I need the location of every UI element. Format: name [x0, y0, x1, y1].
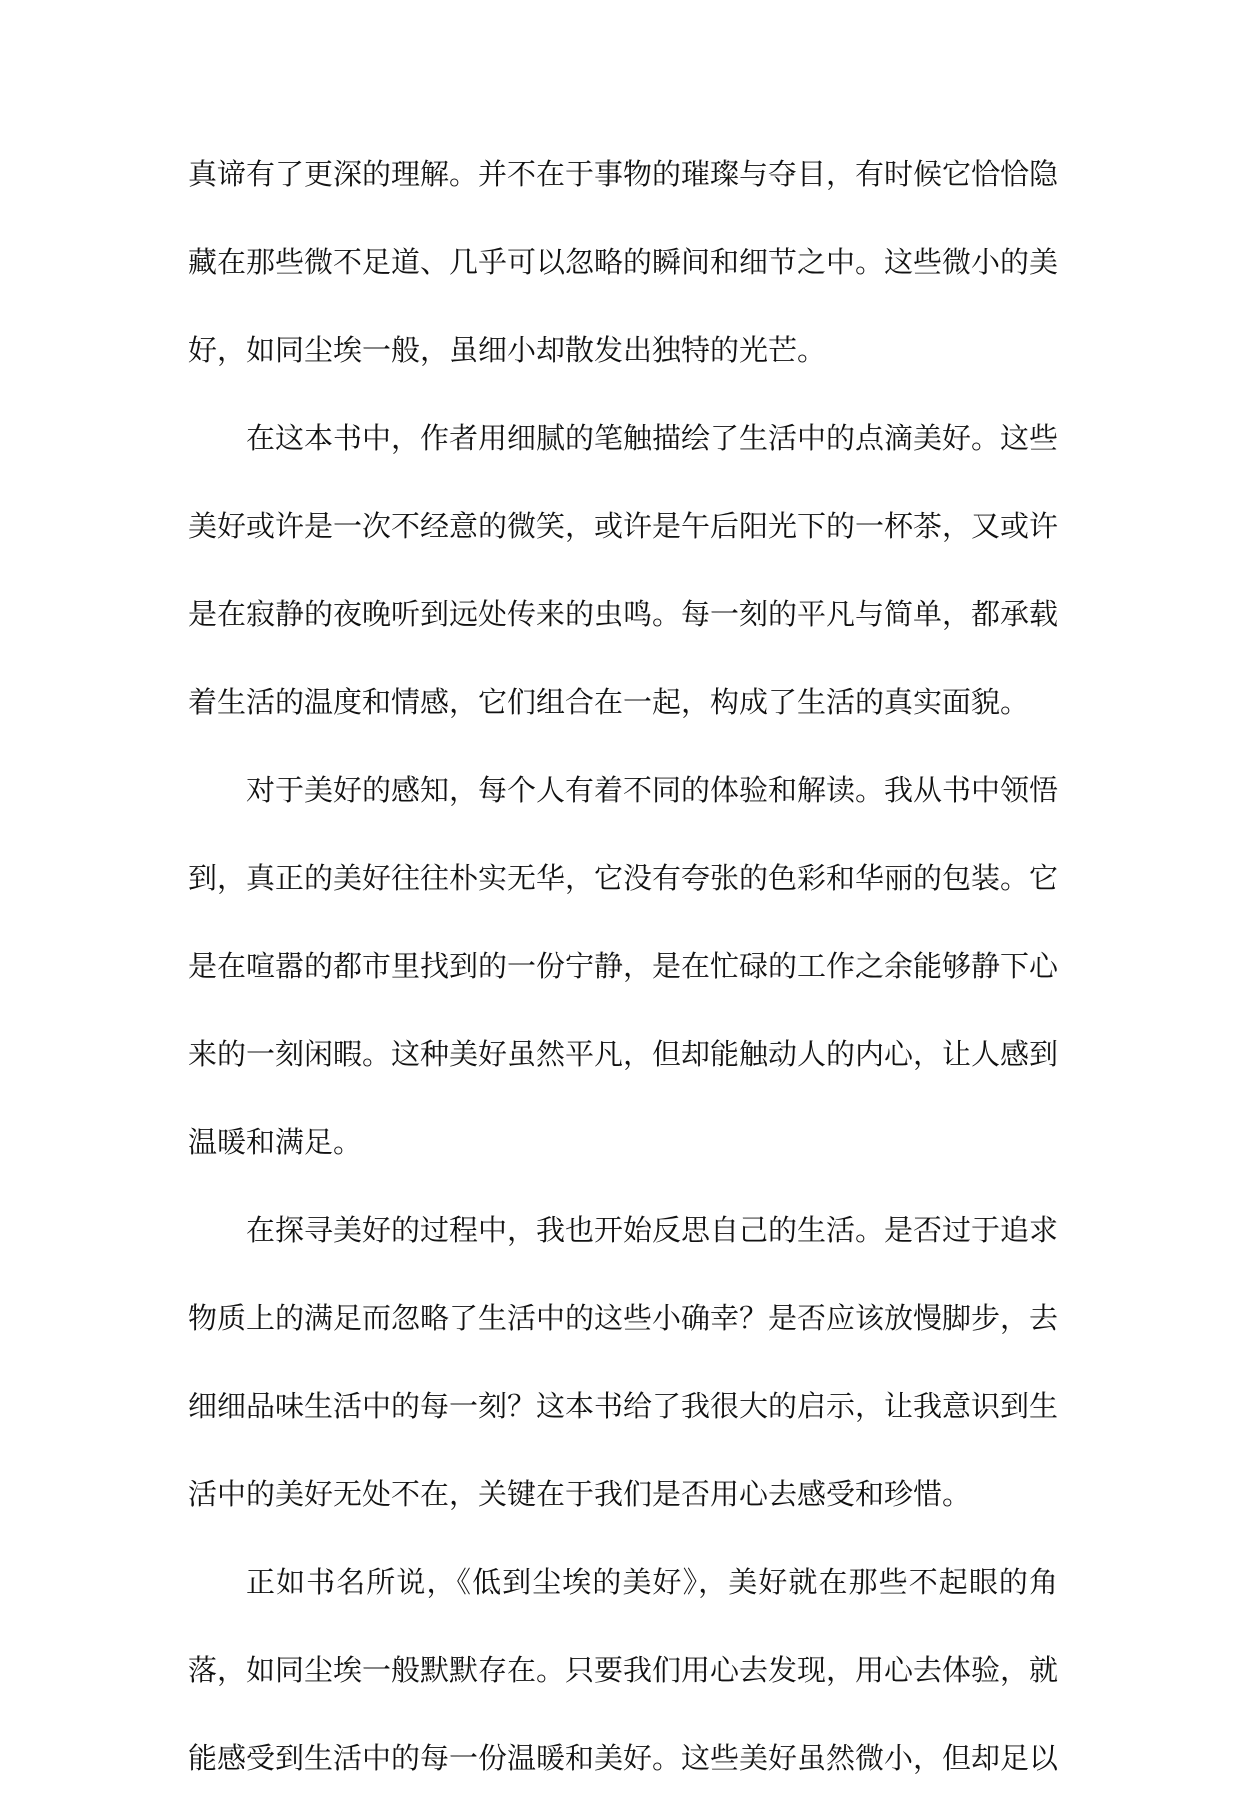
text-line: 在这本书中，作者用细腻的笔触描绘了生活中的点滴美好。这些	[246, 421, 1058, 455]
text-line: 细细品味生活中的每一刻？这本书给了我很大的启示，让我意识到生	[188, 1389, 1058, 1423]
text-line: 温暖和满足。	[188, 1125, 363, 1159]
text-line: 是在寂静的夜晚听到远处传来的虫鸣。每一刻的平凡与简单，都承载	[188, 597, 1058, 631]
text-line: 着生活的温度和情感，它们组合在一起，构成了生活的真实面貌。	[188, 685, 1030, 719]
text-line: 美好或许是一次不经意的微笑，或许是午后阳光下的一杯茶，又或许	[188, 509, 1058, 543]
text-line: 是在喧嚣的都市里找到的一份宁静，是在忙碌的工作之余能够静下心	[188, 949, 1058, 983]
text-line: 好，如同尘埃一般，虽细小却散发出独特的光芒。	[188, 333, 827, 367]
text-line: 到，真正的美好往往朴实无华，它没有夸张的色彩和华丽的包装。它	[188, 861, 1058, 895]
text-line: 正如书名所说，《低到尘埃的美好》，美好就在那些不起眼的角	[246, 1565, 1058, 1599]
text-line: 在探寻美好的过程中，我也开始反思自己的生活。是否过于追求	[246, 1213, 1058, 1247]
text-line: 落，如同尘埃一般默默存在。只要我们用心去发现，用心去体验，就	[188, 1653, 1058, 1687]
text-line: 物质上的满足而忽略了生活中的这些小确幸？是否应该放慢脚步，去	[188, 1301, 1058, 1335]
text-line: 真谛有了更深的理解。并不在于事物的璀璨与夺目，有时候它恰恰隐	[188, 157, 1058, 191]
text-line: 活中的美好无处不在，关键在于我们是否用心去感受和珍惜。	[188, 1477, 972, 1511]
body-text	[188, 145, 1058, 1817]
text-line: 藏在那些微不足道、几乎可以忽略的瞬间和细节之中。这些微小的美	[188, 245, 1058, 279]
text-line: 来的一刻闲暇。这种美好虽然平凡，但却能触动人的内心，让人感到	[188, 1037, 1058, 1071]
text-line: 能感受到生活中的每一份温暖和美好。这些美好虽然微小，但却足以	[188, 1741, 1058, 1775]
text-line: 对于美好的感知，每个人有着不同的体验和解读。我从书中领悟	[246, 773, 1058, 807]
